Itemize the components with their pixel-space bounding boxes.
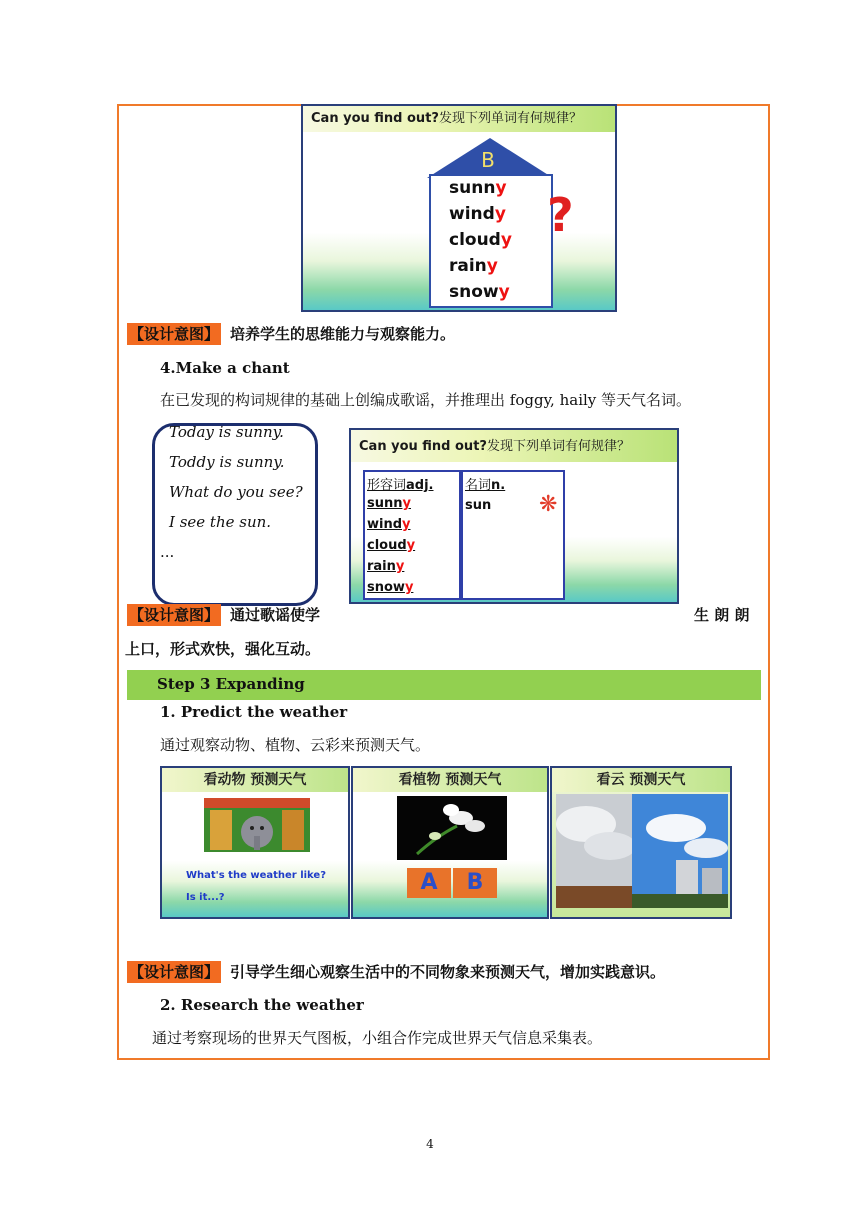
- flower-image: [397, 796, 507, 860]
- slide-animal-weather: [160, 766, 350, 919]
- word-sunny: sunny: [367, 496, 411, 511]
- zoo-animals-image: [204, 798, 310, 852]
- slide-title-en: Can you find out?: [311, 111, 439, 126]
- design-intent-text: 引导学生细心观察生活中的不同物象来预测天气，增加实践意识。: [230, 963, 666, 981]
- section-heading-chant: 4.Make a chant: [160, 359, 290, 377]
- roof-label: B: [481, 148, 495, 172]
- sun-flower-icon: ❋: [539, 492, 558, 517]
- noun-header: 名词n.: [465, 478, 506, 493]
- option-a-button[interactable]: A: [407, 868, 451, 898]
- picture-caption-guess: Is it...?: [186, 892, 225, 903]
- adjective-header: 形容词adj.: [367, 478, 434, 493]
- picture-title: 看植物 预测天气: [353, 768, 547, 792]
- picture-title: 看动物 预测天气: [162, 768, 348, 792]
- word-snowy: snowy: [367, 580, 414, 595]
- section-paragraph-research: 通过考察现场的世界天气图板，小组合作完成世界天气信息采集表。: [152, 1029, 603, 1047]
- chant-line: Today is sunny.: [169, 423, 284, 441]
- chant-line: Toddy is sunny.: [169, 453, 285, 471]
- word-cloudy: cloudy: [449, 230, 512, 250]
- word-sun: sun: [465, 498, 492, 513]
- word-windy: windy: [449, 204, 506, 224]
- design-intent-text-right: 生 朗 朗: [694, 606, 750, 624]
- page-number: 4: [426, 1137, 434, 1151]
- question-mark-icon: ?: [547, 188, 574, 242]
- section-paragraph-predict: 通过观察动物、植物、云彩来预测天气。: [160, 736, 431, 754]
- word-snowy: snowy: [449, 282, 510, 302]
- picture-caption-question: What's the weather like?: [186, 870, 327, 881]
- design-intent-tag: 【设计意图】: [129, 963, 220, 981]
- step-3-label: Step 3 Expanding: [157, 675, 305, 693]
- design-intent-text: 通过歌谣使学: [230, 606, 321, 624]
- slide-title-cn: 发现下列单词有何规律？: [486, 439, 630, 454]
- design-intent-text-line2: 上口，形式欢快，强化互动。: [125, 640, 321, 658]
- word-rainy: rainy: [367, 559, 405, 574]
- design-intent-text: 培养学生的思维能力与观察能力。: [230, 325, 456, 343]
- word-rainy: rainy: [449, 256, 498, 276]
- section-heading-predict: 1. Predict the weather: [160, 703, 348, 721]
- word-sunny: sunny: [449, 178, 507, 198]
- slide-title-en: Can you find out?: [359, 439, 487, 454]
- slide-title: [351, 430, 677, 462]
- step-3-bar: [127, 670, 761, 700]
- slide-cloud-weather: [550, 766, 732, 919]
- word-windy: windy: [367, 517, 411, 532]
- chant-line: I see the sun.: [169, 513, 272, 531]
- slide-find-out-table: [349, 428, 679, 604]
- design-intent-tag: 【设计意图】: [129, 325, 220, 343]
- section-heading-research: 2. Research the weather: [160, 996, 364, 1014]
- word-cloudy: cloudy: [367, 538, 416, 553]
- slide-title-cn: 发现下列单词有何规律？: [438, 111, 582, 126]
- chant-line: What do you see?: [169, 483, 303, 501]
- cloud-sky-image: [556, 794, 728, 908]
- section-paragraph-chant: 在已发现的构词规律的基础上创编成歌谣，并推理出 foggy, haily 等天气名词。: [160, 391, 692, 409]
- slide-title: [303, 106, 615, 132]
- picture-title: 看云 预测天气: [552, 768, 730, 792]
- slide-find-out-b: [301, 104, 617, 312]
- option-b-button[interactable]: B: [453, 868, 497, 898]
- chant-line: ...: [160, 543, 175, 561]
- design-intent-tag: 【设计意图】: [129, 606, 220, 624]
- slide-plant-weather: [351, 766, 549, 919]
